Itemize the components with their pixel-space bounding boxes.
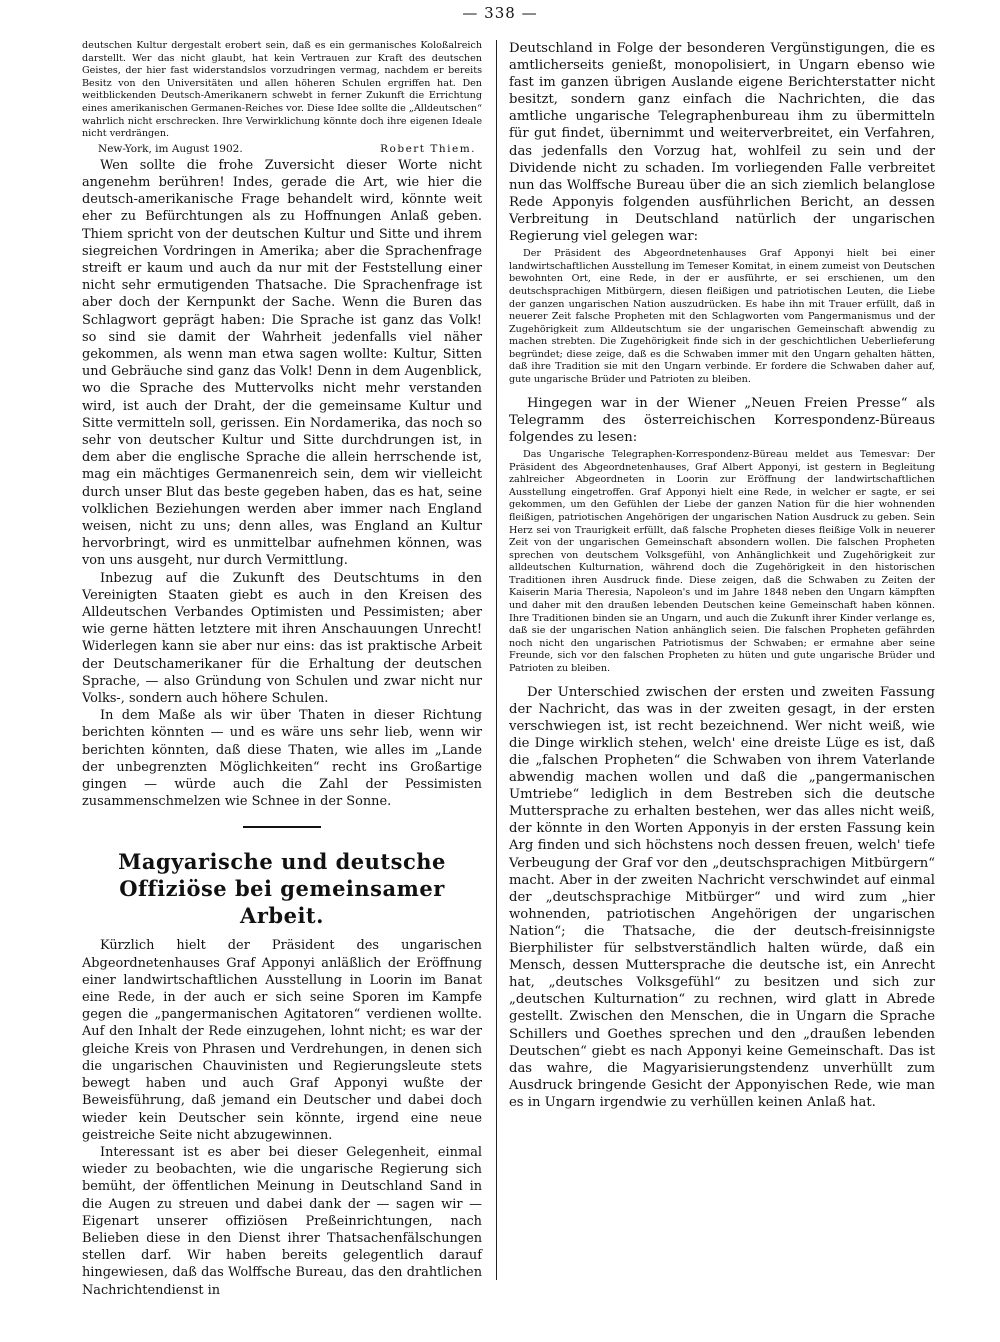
page-number: — 338 — [462,4,538,22]
paragraph: In dem Maße als wir über Thaten in dieser Richtung berichten könnten — und es wäre uns sehr lieb, wenn wir berichten könnten, daß diese Thaten, wie alles im „Lande der unbegrenzten Möglichkeiten“ recht ins Großartige gingen — würde auch die Zahl der Pessimisten zusammenschmelzen wie Schnee in der Sonne. [82,708,482,810]
right-column [509,40,935,1111]
quoted-report: Das Ungarische Telegraphen-Korrespondenz-Büreau meldet aus Temesvar: Der Präsident des Abgeordnetenhauses, Graf Albert Apponyi, ist gestern in Begleitung zahlreicher Abgeordneten in Loorin zur Eröffnung der landwirtschaftlichen Ausstellung eingetroffen. Graf Apponyi hielt eine Rede, in welcher er sagte, er sei gekommen, um den Gefühlen der Liebe der ganzen Nation für die hier wohnenden fleißigen, patriotischen Angehörigen der ungarischen Nation Ausdruck zu geben. Sein Herz sei von Traurigkeit erfüllt, daß falsche Propheten dieses fleißige Volk in neuerer Zeit von der ungarischen Gemeinschaft absondern wollen. Die falschen Propheten sprechen von deutschem Volksgefühl, von Anhänglichkeit und Zugehörigkeit zur alldeutschen Kulturnation, während doch die Zugehörigkeit in den historischen Traditionen ihren Ausdruck finde. Diese zeigen, daß die Schwaben zu Zeiten der Kaiserin Maria Theresia, Napoleon's und im Jahre 1848 neben den Ungarn kämpften und daher mit den draußen lebenden Deutschen keine Gemeinschaft haben können. Ihre Traditionen binden sie an Ungarn, und auch die Zukunft ihrer Kinder verlange es, daß sie der ungarischen Nation anhänglich seien. Die falschen Propheten gefährden noch nicht den ungarischen Patriotismus der Schwaben; er ermahne aber seine Freunde, sich vor den falschen Propheten zu hüten und gute ungarische Brüder und Patrioten zu bleiben. [509,448,935,675]
quote-block [509,449,935,676]
paragraph: Interessant ist es aber bei dieser Gelegenheit, einmal wieder zu beobachten, wie die ungarische Regierung sich bemüht, der öffentlichen Meinung in Deutschland Sand in die Augen zu streuen und dabei dank der — sagen wir — Eigenart unserer offiziösen Preßeinrichtungen, nach Belieben diese in den Dienst ihrer Thatsachenfälschungen stellen darf. Wir haben bereits gelegentlich darauf hingewiesen, daß das Wolffsche Bureau, das den drahtlichen Nachrichtendienst in [82,1144,482,1298]
paragraph: Kürzlich hielt der Präsident des ungarischen Abgeordnetenhauses Graf Apponyi anläßlich der Eröffnung einer landwirtschaftlichen Ausstellung in Loorin im Banat eine Rede, in der auch er sich seine Sporen im Kampfe gegen die „pangermanischen Agitatoren“ verdienen wollte. Auf den Inhalt der Rede einzugehen, lohnt nicht; es war der gleiche Kreis von Phrasen und Verdrehungen, in denen sich die ungarischen Chauvinisten und Regierungsleute stets bewegt haben und auch Graf Apponyi wußte der Beweisführung, daß jemand ein Deutscher und dabei doch wieder kein Deutscher sein könnte, irgend eine neue geistreiche Seite nicht abzugewinnen. [82,938,482,1143]
quoted-report: Der Präsident des Abgeordnetenhauses Graf Apponyi hielt bei einer landwirtschaftlichen Ausstellung im Temeser Komitat, in einem zumeist von Deutschen bewohnten Ort, eine Rede, in der er ausführte, er sei erschienen, um den deutschsprachigen Mitbürgern, diesen fleißigen und patriotischen Leuten, die Liebe der ganzen ungarischen Nation auszudrücken. Es habe ihn mit Trauer erfüllt, daß in neuerer Zeit falsche Propheten mit den Schlagworten vom Pangermanismus und der Zugehörigkeit zum Alldeutschtum sie der ungarischen Gemeinschaft abwendig zu machen strebten. Die Zugehörigkeit finde sich in der geschichtlichen Ueberlieferung begründet; diese zeige, daß es die Schwaben immer mit den Ungarn gehalten hätten, daß ihre Tradition sie mit den Ungarn verbinde. Er fordere die Schwaben daher auf, gute ungarische Brüder und Patrioten zu bleiben. [509,248,935,386]
dateline-author: Robert Thiem. [380,142,476,155]
left-column [82,40,482,1299]
intro-quote: deutschen Kultur dergestalt erobert sein, daß es ein germanisches Koloßalreich darstellt. Wer das nicht glaubt, hat kein Vertrauen zur Kraft des deutschen Geistes, der hier fast widerstandslos vorzudringen vermag, nachdem er bereits Besitz von den Universitäten und allen höheren Schulen ergriffen hat. Den weitblickenden Deutsch-Amerikanern schwebt in ferner Zukunft die Errichtung eines amerikanischen Germanen-Reiches vor. Diese Idee sollte die „Alldeutschen“ wahrlich nicht erschrecken. Ihre Verwirklichung könnte doch ihre eigenen Ideale nicht verdrängen. [82,40,482,140]
article-headline: Magyarische und deutsche Offiziöse bei gemeinsamer Arbeit. [118,849,446,929]
paragraph: Der Unterschied zwischen der ersten und zweiten Fassung der Nachricht, das was in der zweiten gesagt, in der ersten verschwiegen ist, ist recht bezeichnend. Wer nicht weiß, wie die Dinge wirklich stehen, welch' eine dreiste Lüge es ist, daß die „falschen Propheten“ die Schwaben von ihrem Vaterlande abwendig machen wollen und daß die „pangermanischen Umtriebe“ lediglich in dem Bestreben sich die deutsche Muttersprache zu erhalten bestehen, wer das alles nicht weiß, der könnte in den Worten Apponyis in der ersten Fassung kein Arg finden und sich höchstens noch dessen freuen, welch' tiefe Verbeugung der Graf vor den „deutschsprachigen Mitbürgern“ macht. Aber in der zweiten Nachricht verschwindet auf einmal der „deutschsprachige Mitbürger“ und wird zum „hier wohnenden, patriotischen Angehörigen der ungarischen Nation“; die Thatsache, die der deutsch-freisinnigste Bierphilister für selbstverständlich halten würde, daß ein Mensch, dessen Muttersprache die deutsche ist, ein Anrecht hat, „deutsches Volksgefühl“ zu besitzen und sich zur „deutschen Kulturnation“ zu rechnen, wird glatt in Abrede gestellt. Zwischen den Menschen, die in Ungarn die Sprache Schillers und Goethes sprechen und den „draußen lebenden Deutschen“ giebt es nach Apponyi keine Gemeinschaft. Das ist das wahre, die Magyarisierungstendenz unverhüllt zum Ausdruck bringende Gesicht der Apponyischen Rede, wie man es in Ungarn irgendwie zu verhüllen keinen Anlaß hat. [509,684,935,1110]
section-divider [243,826,321,828]
dateline-place: New-York, im August 1902. [98,142,243,155]
dateline [82,141,482,157]
paragraph: Hingegen war in der Wiener „Neuen Freien Presse“ als Telegramm des österreichischen Korrespondenz-Büreaus folgendes zu lesen: [509,395,935,445]
paragraph: Wen sollte die frohe Zuversicht dieser Worte nicht angenehm berühren! Indes, gerade die Art, wie hier die deutsch-amerikanische Frage behandelt wird, könnte weit eher zu Befürchtungen als zu Hoffnungen Anlaß geben. Thiem spricht von der deutschen Kultur und Sitte und ihrem siegreichen Vordringen in Amerika; aber die Sprachenfrage streift er kaum und auch da nur mit der Feststellung einer nicht sehr ermutigenden Thatsache. Die Sprachenfrage ist aber doch der Kernpunkt der Sache. Wenn die Buren das Schlagwort geprägt haben: Die Sprache ist ganz das Volk! so sind sie damit der Wahrheit jedenfalls viel näher gekommen, als wenn man etwa sagen wollte: Kultur, Sitten und Gebräuche sind ganz das Volk! Denn in dem Augenblick, wo die Sprache des Muttervolks nicht mehr verstanden wird, ist auch der Draht, der die gemeinsame Kultur und Sitte vermitteln soll, gerissen. Ein Nordamerika, das noch so sehr von deutscher Kultur und Sitte durchdrungen ist, in dem aber die englische Sprache die allein herrschende ist, mag ein mächtiges Germanenreich sein, dem wir vielleicht durch unser Blut das beste gegeben haben, das es hat, seine volklichen Beziehungen werden aber immer nach England weisen, nicht zu uns; denn alles, was England an Kultur hervorbringt, wird es unmittelbar aufnehmen können, was von uns ausgeht, nur durch Vermittlung. [82,157,482,569]
paragraph: Deutschland in Folge der besonderen Vergünstigungen, die es amtlicherseits genießt, monopolisiert, in Ungarn ebenso wie fast im ganzen übrigen Auslande eigene Berichterstatter nicht besitzt, sondern ganz einfach die Nachrichten, die das amtliche ungarische Telegraphenbureau ihm zu übermitteln für gut findet, übernimmt und weiterverbreitet, ein Verfahren, das jedenfalls den Vorzug hat, wohlfeil zu sein und der Dividende nicht zu schaden. Im vorliegenden Falle verbreitet nun das Wolffsche Bureau über die an sich ziemlich belanglose Rede Apponyis folgenden ausführlichen Bericht, an dessen Verbreitung in Deutschland natürlich der ungarischen Regierung viel gelegen war: [509,41,935,245]
quote-block [509,248,935,387]
paragraph: Inbezug auf die Zukunft des Deutschtums in den Vereinigten Staaten giebt es auch in den Kreisen des Alldeutschen Verbandes Optimisten und Pessimisten; aber wie gerne hätten letztere mit ihren Anschauungen Unrecht! Widerlegen kann sie aber nur eins: das ist praktische Arbeit der Deutschamerikaner für die Erhaltung der deutschen Sprache, — also Gründung von Schulen und zwar nicht nur Volks-, sondern auch höhere Schulen. [82,570,482,707]
column-divider [496,40,497,1280]
